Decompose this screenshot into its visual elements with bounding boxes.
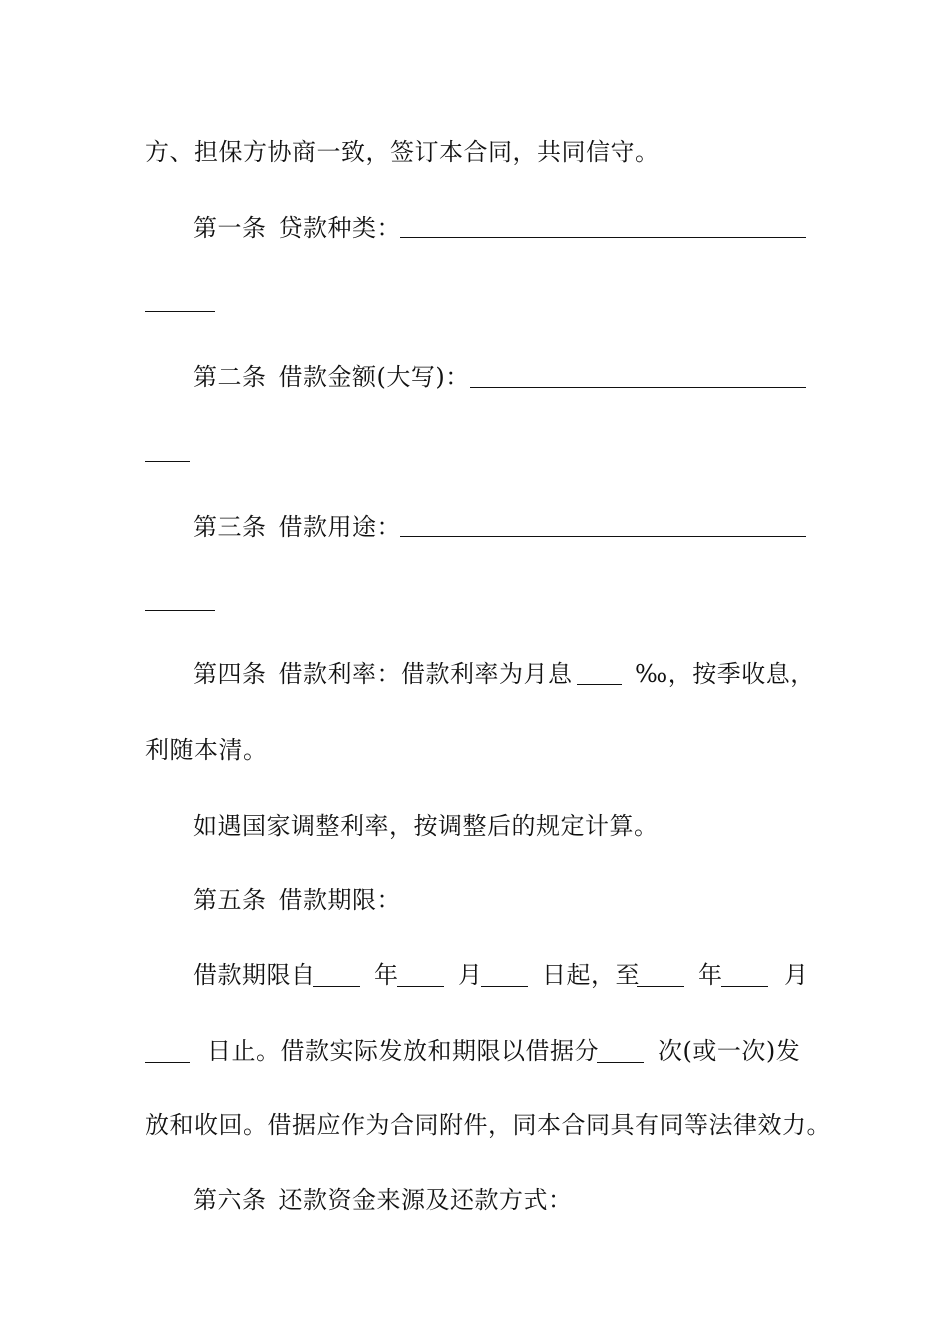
blank-line [397, 985, 444, 987]
blank-line [400, 236, 806, 238]
blank-line [597, 1061, 644, 1063]
paragraph-line [193, 810, 810, 842]
loan-period-start: 借款期限自 [193, 961, 316, 989]
blank-line [721, 985, 768, 987]
month2-label: 月 [784, 961, 809, 989]
rate-adjust-text: 如遇国家调整利率，按调整后的规定计算。 [193, 812, 659, 840]
blank-line [400, 535, 806, 537]
blank-line [145, 460, 190, 462]
article-4-text: 借款利率：借款利率为月息 [278, 660, 573, 688]
day-from-label: 日起，至 [542, 961, 640, 989]
blank-line [145, 609, 215, 611]
article-2-label: 借款金额(大写)： [278, 363, 470, 391]
article-4-text-end: ‰，按季收息， [635, 660, 815, 688]
paragraph-line [145, 734, 810, 766]
blank-line [470, 386, 806, 388]
paragraph-line [145, 136, 810, 168]
article-2-title: 第二条 [193, 363, 267, 391]
article-6-title: 第六条 [193, 1186, 267, 1214]
article-5-line [193, 884, 810, 916]
article-4-title: 第四条 [193, 660, 267, 688]
month2-label-line [784, 959, 810, 991]
blank-line [313, 985, 360, 987]
article-5-title: 第五条 [193, 886, 267, 914]
article-4-line-end [635, 658, 815, 690]
paragraph-line [145, 1109, 831, 1141]
article-3-line [193, 511, 810, 543]
article-5-label: 借款期限： [278, 886, 401, 914]
year2-label: 年 [698, 961, 723, 989]
article-6-line [193, 1184, 810, 1216]
blank-line [481, 985, 528, 987]
receipt-text: 放和收回。借据应作为合同附件，同本合同具有同等法律效力。 [145, 1111, 831, 1139]
article-2-line [193, 361, 810, 393]
article-3-label: 借款用途： [278, 513, 401, 541]
blank-line [637, 985, 684, 987]
blank-line [577, 683, 622, 685]
times-text: 次(或一次)发 [658, 1037, 801, 1065]
article-1-label: 贷款种类： [278, 214, 401, 242]
article-1-line [193, 212, 810, 244]
day-end-text: 日止。借款实际发放和期限以借据分 [207, 1037, 599, 1065]
article-3-title: 第三条 [193, 513, 267, 541]
year-label: 年 [374, 961, 399, 989]
blank-line [145, 310, 215, 312]
article-4-continuation: 利随本清。 [145, 736, 268, 764]
month-label: 月 [458, 961, 483, 989]
article-6-label: 还款资金来源及还款方式： [278, 1186, 573, 1214]
loan-period-end-line [207, 1035, 607, 1067]
intro-text: 方、担保方协商一致，签订本合同，共同信守。 [145, 138, 660, 166]
blank-line [145, 1061, 190, 1063]
article-1-title: 第一条 [193, 214, 267, 242]
times-line [658, 1035, 810, 1067]
day-label-line [542, 959, 642, 991]
